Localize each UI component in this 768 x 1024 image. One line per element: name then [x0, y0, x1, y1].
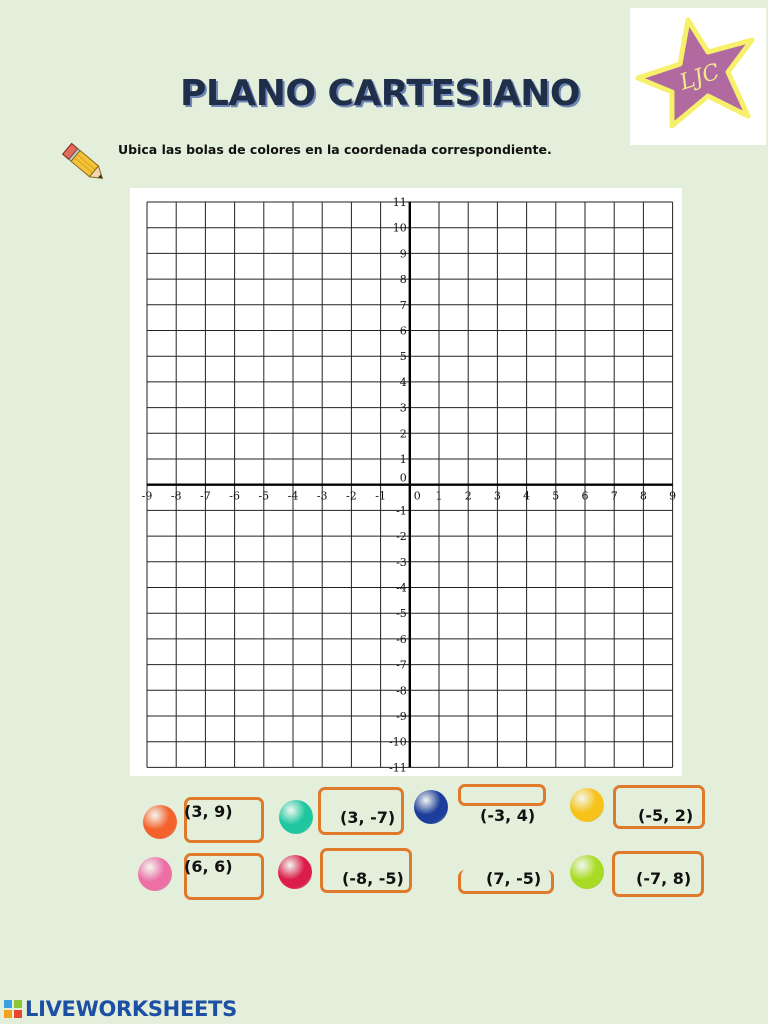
y-tick-label: -10	[389, 735, 407, 749]
coordinate-label: (6, 6)	[184, 857, 233, 876]
x-tick-label: 9	[669, 489, 677, 503]
cartesian-plane[interactable]	[130, 188, 682, 776]
y-tick-label: -3	[396, 555, 407, 569]
instruction-text: Ubica las bolas de colores en la coordenada correspondiente.	[118, 142, 552, 157]
y-tick-label: -7	[396, 658, 407, 672]
coordinate-label: (3, 9)	[184, 802, 233, 821]
y-tick-label: 9	[399, 247, 407, 261]
y-tick-label: 6	[399, 324, 407, 338]
x-tick-label: -5	[258, 489, 270, 503]
coordinate-label: (-5, 2)	[638, 806, 694, 825]
coordinate-label: (7, -5)	[486, 869, 542, 888]
x-tick-label: -6	[229, 489, 240, 503]
x-tick-label: -1	[375, 489, 386, 503]
coordinate-label: (3, -7)	[340, 808, 396, 827]
page-title: PLANO CARTESIANO	[180, 73, 580, 114]
x-tick-label: 5	[552, 489, 560, 503]
coordinate-label: (-7, 8)	[636, 869, 692, 888]
coordinate-label: (-8, -5)	[342, 869, 404, 888]
origin-label-y: 0	[399, 471, 407, 485]
svg-text:LJC: LJC	[676, 59, 723, 96]
y-tick-label: 8	[399, 273, 407, 287]
y-tick-label: -5	[396, 607, 407, 621]
ball-pink[interactable]	[138, 857, 172, 891]
y-tick-label: -8	[396, 684, 407, 698]
y-tick-label: 4	[399, 375, 407, 389]
x-tick-label: -2	[346, 489, 357, 503]
y-tick-label: 11	[392, 196, 407, 209]
brand-name: LIVEWORKSHEETS	[25, 997, 237, 1021]
y-tick-label: 10	[392, 221, 407, 235]
y-tick-label: -1	[396, 504, 407, 518]
ball-teal[interactable]	[279, 800, 313, 834]
y-tick-label: 1	[399, 453, 407, 466]
x-tick-label: 1	[435, 489, 443, 503]
ball-lime[interactable]	[570, 855, 604, 889]
x-tick-label: 7	[610, 489, 618, 503]
x-tick-label: 6	[581, 489, 589, 503]
ball-crimson[interactable]	[278, 855, 312, 889]
y-tick-label: -2	[396, 530, 407, 544]
x-tick-label: -7	[200, 489, 211, 503]
y-tick-label: -4	[396, 581, 407, 595]
x-tick-label: 8	[639, 489, 647, 503]
x-tick-label: -9	[141, 489, 153, 503]
pencil-icon	[58, 138, 110, 188]
coordinate-label: (-3, 4)	[480, 806, 536, 825]
answer-box[interactable]	[458, 784, 546, 806]
y-tick-label: -11	[389, 761, 407, 775]
x-tick-label: -8	[170, 489, 182, 503]
ball-navy[interactable]	[414, 790, 448, 824]
x-tick-label: 2	[464, 489, 472, 503]
y-tick-label: 2	[399, 427, 407, 441]
ball-yellow[interactable]	[570, 788, 604, 822]
y-tick-label: 3	[399, 401, 407, 415]
y-tick-label: -9	[396, 710, 407, 723]
liveworksheets-logo	[3, 997, 237, 1021]
y-tick-label: 7	[399, 298, 407, 312]
ball-orange[interactable]	[143, 805, 177, 839]
ljc-logo	[630, 8, 766, 145]
x-tick-label: 4	[523, 489, 531, 503]
x-tick-label: -3	[316, 489, 328, 503]
y-tick-label: 5	[399, 350, 407, 364]
x-tick-label: 3	[493, 489, 501, 503]
x-tick-label: -4	[287, 489, 299, 503]
origin-label-x: 0	[413, 489, 421, 503]
liveworksheets-icon	[3, 999, 23, 1019]
y-tick-label: -6	[396, 632, 407, 646]
